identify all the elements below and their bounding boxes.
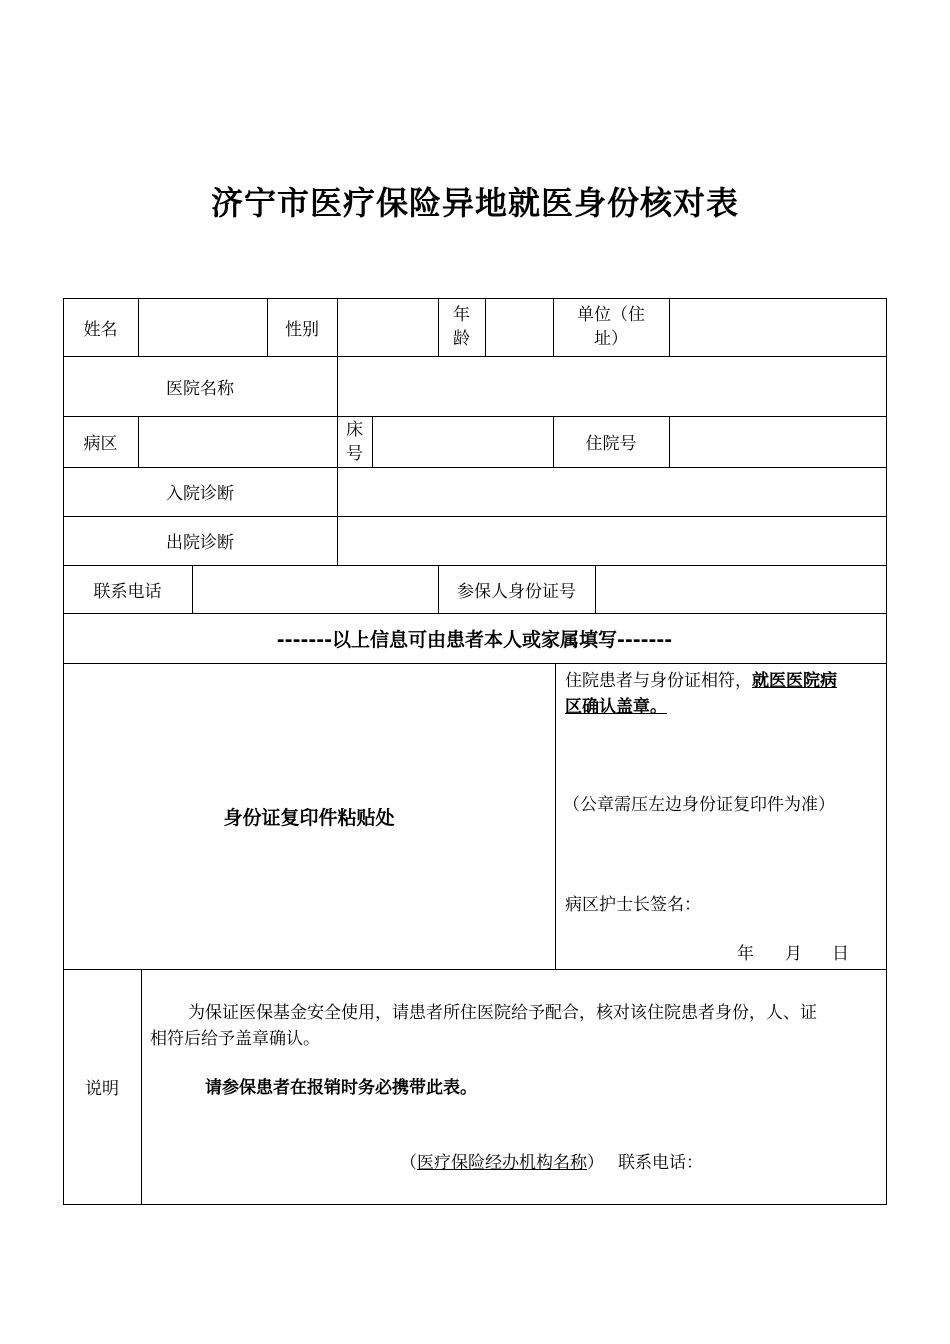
agency-name: 医疗保险经办机构名称: [417, 1153, 587, 1173]
phone-field[interactable]: [192, 565, 438, 613]
id-number-label: 参保人身份证号: [457, 581, 576, 602]
id-copy-paste-area: 身份证复印件粘贴处: [223, 806, 395, 829]
age-label-line-1: 年: [453, 305, 470, 325]
bed-label-line-1: 床: [346, 419, 363, 440]
confirm-bold-2: 区确认盖章。: [565, 697, 667, 717]
notes-paragraph-1: [150, 1000, 882, 1054]
notes-label: 说明: [85, 1079, 119, 1099]
phone-label: 联系电话: [93, 581, 162, 602]
age-label-line-2: 龄: [453, 329, 470, 349]
id-number-field[interactable]: [595, 565, 886, 613]
admission-number-field[interactable]: [669, 416, 886, 467]
age-label: [438, 298, 485, 356]
gender-field[interactable]: [337, 298, 438, 356]
date-day-label: 日: [832, 944, 849, 964]
agency-contact-label: 联系电话：: [618, 1153, 703, 1173]
unit-label-line-2: 址）: [594, 329, 628, 349]
date-month-label: 月: [785, 944, 802, 964]
notes-paragraph-1-line-1: 为保证医保基金安全使用，请患者所住医院给予配合，核对该住院患者身份，人、证: [188, 1003, 817, 1023]
hospital-name-label: 医院名称: [166, 378, 234, 399]
bed-label: [337, 416, 372, 467]
hospital-confirmation-text: [565, 668, 883, 728]
ward-label: 病区: [83, 434, 118, 454]
discharge-diagnosis-label: 出院诊断: [166, 533, 234, 553]
unit-address-label: [553, 298, 669, 356]
notes-paragraph-1-line-2: 相符后给予盖章确认。: [150, 1029, 320, 1049]
page-title: 济宁市医疗保险异地就医身份核对表: [210, 184, 739, 222]
notes-paragraph-2: 请参保患者在报销时务必携带此表。: [205, 1078, 477, 1098]
org-open-paren: （: [400, 1153, 417, 1173]
admission-diagnosis-label: 入院诊断: [166, 484, 234, 504]
ward-field[interactable]: [138, 416, 337, 467]
bed-field[interactable]: [372, 416, 553, 467]
name-field[interactable]: [138, 298, 267, 356]
agency-contact-line: [400, 1150, 820, 1176]
unit-label-line-1: 单位（住: [577, 305, 645, 325]
admission-number-label: 住院号: [585, 434, 637, 454]
confirm-prefix: 住院患者与身份证相符，: [565, 671, 752, 691]
name-label: 姓名: [83, 319, 118, 340]
seal-note: （公章需压左边身份证复印件为准）: [563, 795, 835, 815]
gender-label: 性别: [285, 319, 319, 340]
nurse-signature-label: 病区护士长签名：: [565, 895, 701, 915]
date-year-label: 年: [737, 944, 754, 964]
admission-diagnosis-field[interactable]: [337, 467, 886, 516]
confirm-bold-1: 就医医院病: [752, 671, 837, 691]
age-field[interactable]: [485, 298, 553, 356]
bed-label-line-2: 号: [346, 443, 363, 464]
hospital-name-field[interactable]: [337, 356, 886, 416]
discharge-diagnosis-field[interactable]: [337, 516, 886, 565]
org-close-paren: ）: [587, 1153, 604, 1173]
unit-address-field[interactable]: [669, 298, 886, 356]
patient-fill-note: -------以上信息可由患者本人或家属填写-------: [276, 628, 673, 651]
